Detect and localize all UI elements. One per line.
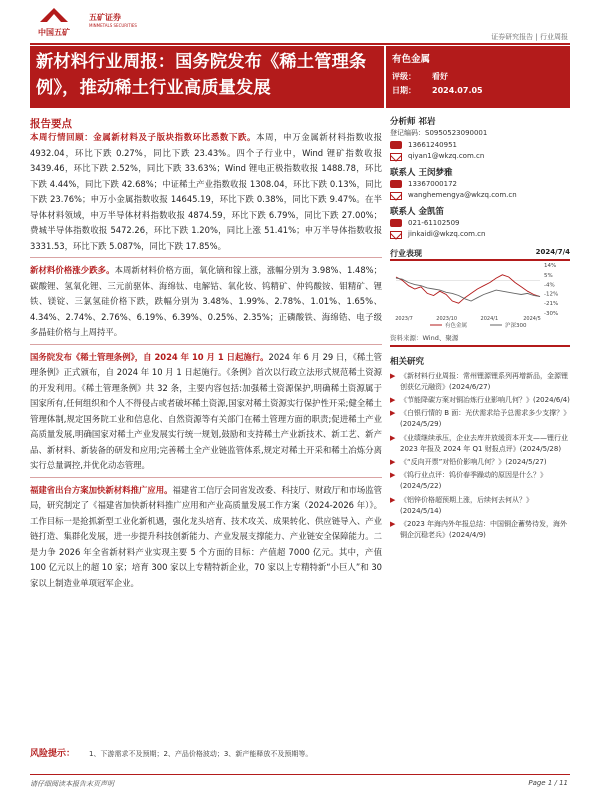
bullet-arrow-icon: ▶ [390,371,396,380]
sidebar [390,116,570,541]
legend-label: 有色金属 [445,322,468,329]
y-tick-label: -30% [544,310,559,317]
analyst-cert: 登记编码：S0950523090001 [390,129,488,137]
related-item-text[interactable]: 《白银行情的 B 面：光伏需求给予总需求多少支撑？》(2024/5/29) [400,409,567,429]
contact1-phone [390,179,570,191]
related-item[interactable] [390,470,570,492]
analyst-heading: 分析师 祁岩 [390,117,436,127]
series-line [396,274,540,302]
related-item-text[interactable]: 《业绩继续承压，企业去库并放缓资本开支——锂行业 2023 年报及 2024 年 Q1 财报点评》(2024/5/28) [400,433,568,453]
bullet-arrow-icon: ▶ [390,395,396,404]
date-label: 日期： [392,86,416,95]
related-item-text[interactable]: 《节能降碳方案对铜冶炼行业影响几何？》(2024/6/4) [400,395,570,404]
phone-icon [390,141,402,149]
contact2-phone [390,218,570,230]
logo-mark-icon [38,6,70,24]
summary-body [30,130,382,599]
bullet-arrow-icon: ▶ [390,519,396,528]
y-tick-label: -21% [544,300,559,307]
legend-label: 沪深300 [505,322,527,329]
date-value: 2024.07.05 [432,86,483,95]
related-item-text[interactable]: 《钨行业点评：钨价春季躁动的原因是什么？》(2024/5/22) [400,471,547,491]
bullet-arrow-icon: ▶ [390,495,396,504]
email-text[interactable]: jinkaidi@wkzq.com.cn [408,230,486,238]
report-title: 新材料行业周报：国务院发布《稀土管理条例》，推动稀土行业高质量发展 [30,46,384,108]
rating-row [392,70,564,84]
related-item[interactable] [390,395,570,406]
contact1-email[interactable] [390,190,570,202]
securities-logo-text: 五矿证券 [89,13,121,22]
related-item[interactable] [390,457,570,468]
analyst-email[interactable] [390,151,570,163]
phone-text: 021-61102509 [408,218,460,227]
footer-divider [30,774,570,775]
related-title: 相关研究 [390,356,425,367]
performance-chart-svg [390,261,570,331]
x-tick-label: 2024/5 [523,315,541,322]
page-number: Page 1 / 11 [528,779,568,787]
info-box [386,46,570,108]
contact2-heading: 联系人 金凯笛 [390,206,444,217]
series-line [396,278,540,301]
x-tick-label: 2023/7 [395,315,413,322]
summary-paragraph [30,350,382,478]
footer-disclaimer: 请仔细阅读本报告末页声明 [30,780,114,788]
contact1-heading: 联系人 王闵梦雅 [390,167,453,178]
rating-value: 看好 [432,72,448,81]
related-item[interactable] [390,371,570,393]
chart-date: 2024/7/4 [535,247,570,256]
y-tick-label: -4% [544,282,555,289]
related-list [390,371,570,542]
rating-label: 评级： [392,72,416,81]
chart-header [390,247,570,261]
date-row [392,84,564,98]
related-item[interactable] [390,519,570,541]
x-tick-label: 2023/10 [436,315,458,322]
paragraph-body: 本周，申万金属新材料指数收报 4932.04，环比下跌 0.27%，同比下跌 23.43%。四个子行业中，Wind 锂矿指数收报 3439.46，环比下跌 2.52%，同比下跌 33.63%；Wind 锂电正极指数收报 1488.78，环比下跌 4.44%，同比下跌 42.68%；中证稀土产业指数收报 1308.04，环比下跌 0.13%，同比下跌 23.76%；申万小金属指数收报 14645.19，环比下跌 0.38%，同比下跌 9.47%。在半导体材料领域，申万半导体材料指数收报 4874.59，环比下跌 6.79%，同比下跌 27.00%；费城半导体指数收报 5472.26，环比下跌 1.20%，同比上涨 51.41%；申万半导体指数收报 3331.53，环比下跌 5.087%，同比下跌 17.85%。 [30,132,383,251]
summary-paragraph [30,483,382,595]
header-divider [30,43,570,45]
bullet-arrow-icon: ▶ [390,471,396,480]
bullet-arrow-icon: ▶ [390,409,396,418]
report-type: 证券研究报告 | 行业周报 [491,33,568,41]
y-tick-label: -12% [544,290,559,297]
securities-logo-sub: MINMETALS SECURITIES [89,23,137,28]
performance-chart [390,261,570,331]
chart-source: 资料来源：Wind、聚源 [390,333,570,347]
phone-icon [390,219,402,227]
paragraph-lead: 新材料价格涨少跌多。 [30,265,115,275]
summary-paragraph [30,263,382,345]
related-item[interactable] [390,433,570,455]
chart-title: 行业表现 [390,248,422,258]
paragraph-body: 福建省工信厅会同省发改委、科技厅、财政厅和市场监管局，研究制定了《福建省加快新材料推广应用和产业高质量发展工作方案（2024-2026 年）》。工作目标一是抢抓新型工业化新机遇，强化龙头培育、技术攻关、成果转化、供应链导入、产业链打造、集群化发展，进一步提升科技创新能力、产业发展支撑能力、产业链安全保障能力。二是力争 2026 年全省新材料产业实现主要 5 个方面的目标：产值超 7000 亿元。其中，产值 100 亿元以上的超 10 家；培育 300 家以上专精特新企业，70 家以上专精特新“小巨人”和 30 家以上制造业单项冠军企业。 [30,484,383,588]
summary-title: 报告要点 [30,118,72,130]
related-item[interactable] [390,408,570,430]
logo-text: 中国五矿 [38,28,70,37]
y-tick-label: 5% [544,272,553,279]
related-item-text[interactable]: 《新材料行业周报：常州锂源锂系列再增新品，金源锂创获亿元融资》(2024/6/27) [400,371,568,391]
x-tick-label: 2024/1 [480,315,499,322]
related-item-text[interactable]: 《“反向开票”对铅价影响几何？》(2024/5/27) [400,457,547,466]
paragraph-lead: 福建省出台方案加快新材料推广应用。 [30,484,173,495]
summary-paragraph [30,130,382,258]
related-item-text[interactable]: 《2023 年海内外年报总结：中国铜企蓄势待发，海外铜企沉稳老兵》(2024/4/9) [400,519,568,540]
risk-text: 1、下游需求不及预期；2、产品价格波动；3、新产能释放不及预期等。 [89,750,313,758]
email-icon [390,231,402,239]
email-text[interactable]: wanghemengya@wkzq.com.cn [408,191,517,199]
contact2-email[interactable] [390,229,570,241]
email-icon [390,192,402,200]
paragraph-body: 本周新材料价格方面，氧化镝和镓上涨，涨幅分别为 3.98%、1.48%；碳酸锂、氢氧化锂、三元前驱体、海绵钛、电解钴、氧化钕、钨精矿、仲钨酸铵、钼精矿、锂铁、镁锭、三氯氢硅价格下跌，跌幅分别为 3.48%、1.99%、2.78%、1.01%、1.65%、4.34%、2.74%、2.76%、6.19%、6.39%、0.25%、2.35%；正磷酸铁、海绵锆、电子级多晶硅价格与上周持平。 [30,265,383,337]
email-icon [390,153,402,161]
bullet-arrow-icon: ▶ [390,457,396,466]
analyst-phone [390,140,570,152]
company-logo [24,6,84,40]
related-item-text[interactable]: 《铝锌价格超预期上涨，后续何去何从？》(2024/5/14) [400,495,533,515]
risk-label: 风险提示： [30,749,76,759]
risk-warning [30,746,570,759]
phone-text: 13661240951 [408,140,457,149]
bullet-arrow-icon: ▶ [390,433,396,442]
email-text[interactable]: qiyan1@wkzq.com.cn [408,152,485,160]
y-tick-label: 14% [544,262,557,269]
industry-name: 有色金属 [392,54,431,65]
phone-icon [390,180,402,188]
paragraph-lead: 本周行情回顾：金属新材料及子版块指数环比悉数下跌。 [30,132,257,142]
paragraph-lead: 国务院发布《稀土管理条例》，自 2024 年 10 月 1 日起施行。 [30,351,269,362]
related-item[interactable] [390,495,570,517]
phone-text: 13367000172 [408,179,457,188]
paragraph-body: 2024 年 6 月 29 日，《稀土管理条例》正式颁布，自 2024 年 10 月 1 日起施行。《条例》首次以行政立法形式规范稀土资源的开发利用。《稀土管理条例》共 32 条，主要内容包括:加强稀土资源保护,明确稀土资源属于国家所有,任何组织和个人不得侵占或者破坏稀土资源,国家对稀土资源实行保护性开采;健全稀土管理体制,规定国务院工业和信息化、自然资源等有关部门在稀土管理方面的职责;促进稀土产业高质量发展,明确国家对稀土产业发展实行统一规划,鼓励和支持稀土产业新技术、新工艺、新产品、新材料、新装备的研发和应用;完善稀土全产业链监管体系,规定对稀土开采和稀土冶炼分离实行总量调控,并优化动态管理。 [30,351,383,470]
